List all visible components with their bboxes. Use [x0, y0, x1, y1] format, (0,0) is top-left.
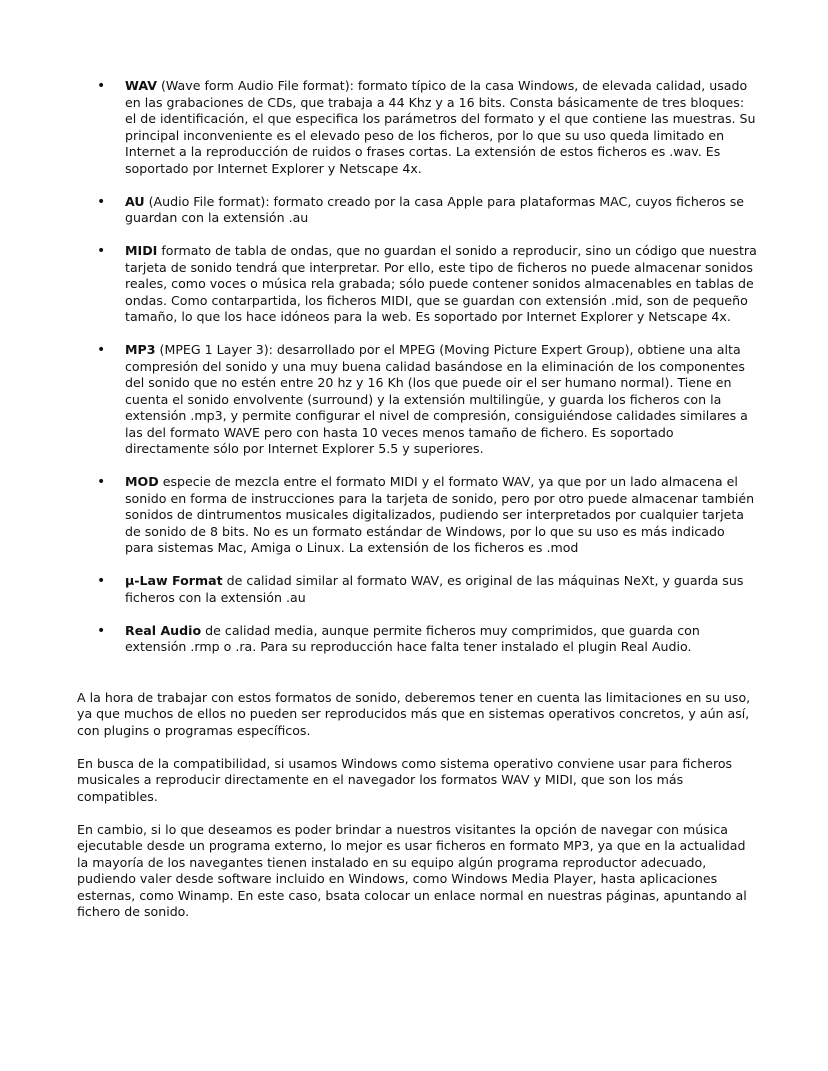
format-term: Real Audio — [125, 622, 202, 638]
paragraph-mp3-recommendation: En cambio, si lo que deseamos es poder brindar a nuestros visitantes la opción de navegar con música ejecutable desde un programa externo, lo mejor es usar ficheros en formato MP3, ya que en la actualidad la mayoría de los navegantes tienen instalado en su equipo algún programa reproductor adecuado, pudiendo valer desde software incluido en Windows, como Windows Media Player, hasta aplicaciones esternas, como Winamp. En este caso, bsata colocar un enlace normal en nuestras páginas, apuntando al fichero de sonido. — [77, 821, 747, 919]
bullet-icon: • — [97, 243, 106, 259]
bullet-icon: • — [97, 78, 106, 94]
bullet-icon: • — [97, 474, 106, 490]
list-item-wav — [77, 78, 757, 177]
format-description: formato de tabla de ondas, que no guardan el sonido a reproducir, sino un código que nuestra tarjeta de sonido tendrá que interpretar. Por ello, este tipo de ficheros no puede almacenar sonidos reales, como voces o música rela grabada; sólo puede contener sonidos almacenables en tablas de ondas. Como contarpartida, los ficheros MIDI, que se guardan con extensión .mid, son de pequeño tamaño, lo que los hace idóneos para la web. Es soportado por Internet Explorer y Netscape 4x. — [125, 243, 757, 324]
list-item-mp3 — [77, 342, 757, 458]
format-description: especie de mezcla entre el formato MIDI y el formato WAV, ya que por un lado almacena el sonido en forma de instrucciones para la tarjeta de sonido, pero por otro puede almacenar también sonidos de dintrumentos musicales digitalizados, pudiendo ser interpretados por cualquier tarjeta de sonido de 8 bits. No es un formato estándar de Windows, por lo que su uso es más indicado para sistemas Mac, Amiga o Linux. La extensión de los ficheros es .mod — [125, 474, 755, 555]
format-term: WAV — [125, 78, 157, 93]
format-description: (MPEG 1 Layer 3): desarrollado por el MPEG (Moving Picture Expert Group), obtiene una alta compresión del sonido y una muy buena calidad basándose en la eliminación de los componentes del sonido que no estén entre 20 hz y 16 Kh (los que puede oir el ser humano normal). Tiene en cuenta el sonido envolvente (surround) y la extensión multilingüe, y guarda los ficheros con la extensión .mp3, y permite configurar el nivel de compresión, consiguiéndose calidades similares a las del formato WAVE pero con hasta 10 veces menos tamaño de fichero. Es soportado directamente sólo por Internet Explorer 5.5 y superiores. — [125, 342, 748, 456]
paragraph-compatibility: En busca de la compatibilidad, si usamos Windows como sistema operativo conviene usar para ficheros musicales a reproducir directamente en el navegador los formatos WAV y MIDI, que son los más compatibles. — [77, 755, 733, 804]
bullet-icon: • — [97, 573, 106, 589]
list-item-mod — [77, 474, 757, 557]
format-term: MP3 — [125, 342, 156, 357]
format-description: (Audio File format): formato creado por la casa Apple para plataformas MAC, cuyos ficheros se guardan con la extensión .au — [125, 193, 745, 225]
format-term: MOD — [125, 474, 159, 489]
format-term: MIDI — [125, 243, 158, 258]
format-description: de calidad similar al formato WAV, es original de las máquinas NeXt, y guarda sus ficheros con la extensión .au — [125, 573, 744, 605]
format-description: de calidad media, aunque permite ficheros muy comprimidos, que guarda con extensión .rmp o .ra. Para su reproducción hace falta tener instalado el plugin Real Audio. — [125, 622, 700, 654]
bullet-icon: • — [97, 622, 106, 639]
list-item-au — [77, 194, 757, 227]
list-item-real-audio — [77, 623, 757, 656]
body-paragraphs — [77, 690, 757, 921]
format-description: (Wave form Audio File format): formato típico de la casa Windows, de elevada calidad, usado en las grabaciones de CDs, que trabaja a 44 Khz y a 16 bits. Consta básicamente de tres bloques: el de identificación, el que especifica los parámetros del formato y el que contiene las muestras. Su principal inconveniente es el elevado peso de los ficheros, por lo que su uso queda limitado en Internet a la reproducción de ruidos o frases cortas. La extensión de estos ficheros es .wav. Es soportado por Internet Explorer y Netscape 4x. — [125, 78, 756, 176]
list-item-mu-law — [77, 573, 757, 606]
list-item-midi — [77, 243, 757, 326]
document-page — [77, 78, 757, 937]
format-term: AU — [125, 193, 145, 209]
paragraph-limitations: A la hora de trabajar con estos formatos de sonido, deberemos tener en cuenta las limitaciones en su uso, ya que muchos de ellos no pueden ser reproducidos más que en sistemas operativos concretos, y aún así, con plugins o programas específicos. — [77, 689, 751, 738]
format-term: µ-Law Format — [125, 573, 223, 588]
bullet-icon: • — [97, 193, 106, 210]
audio-format-list — [77, 78, 757, 656]
bullet-icon: • — [97, 342, 106, 358]
